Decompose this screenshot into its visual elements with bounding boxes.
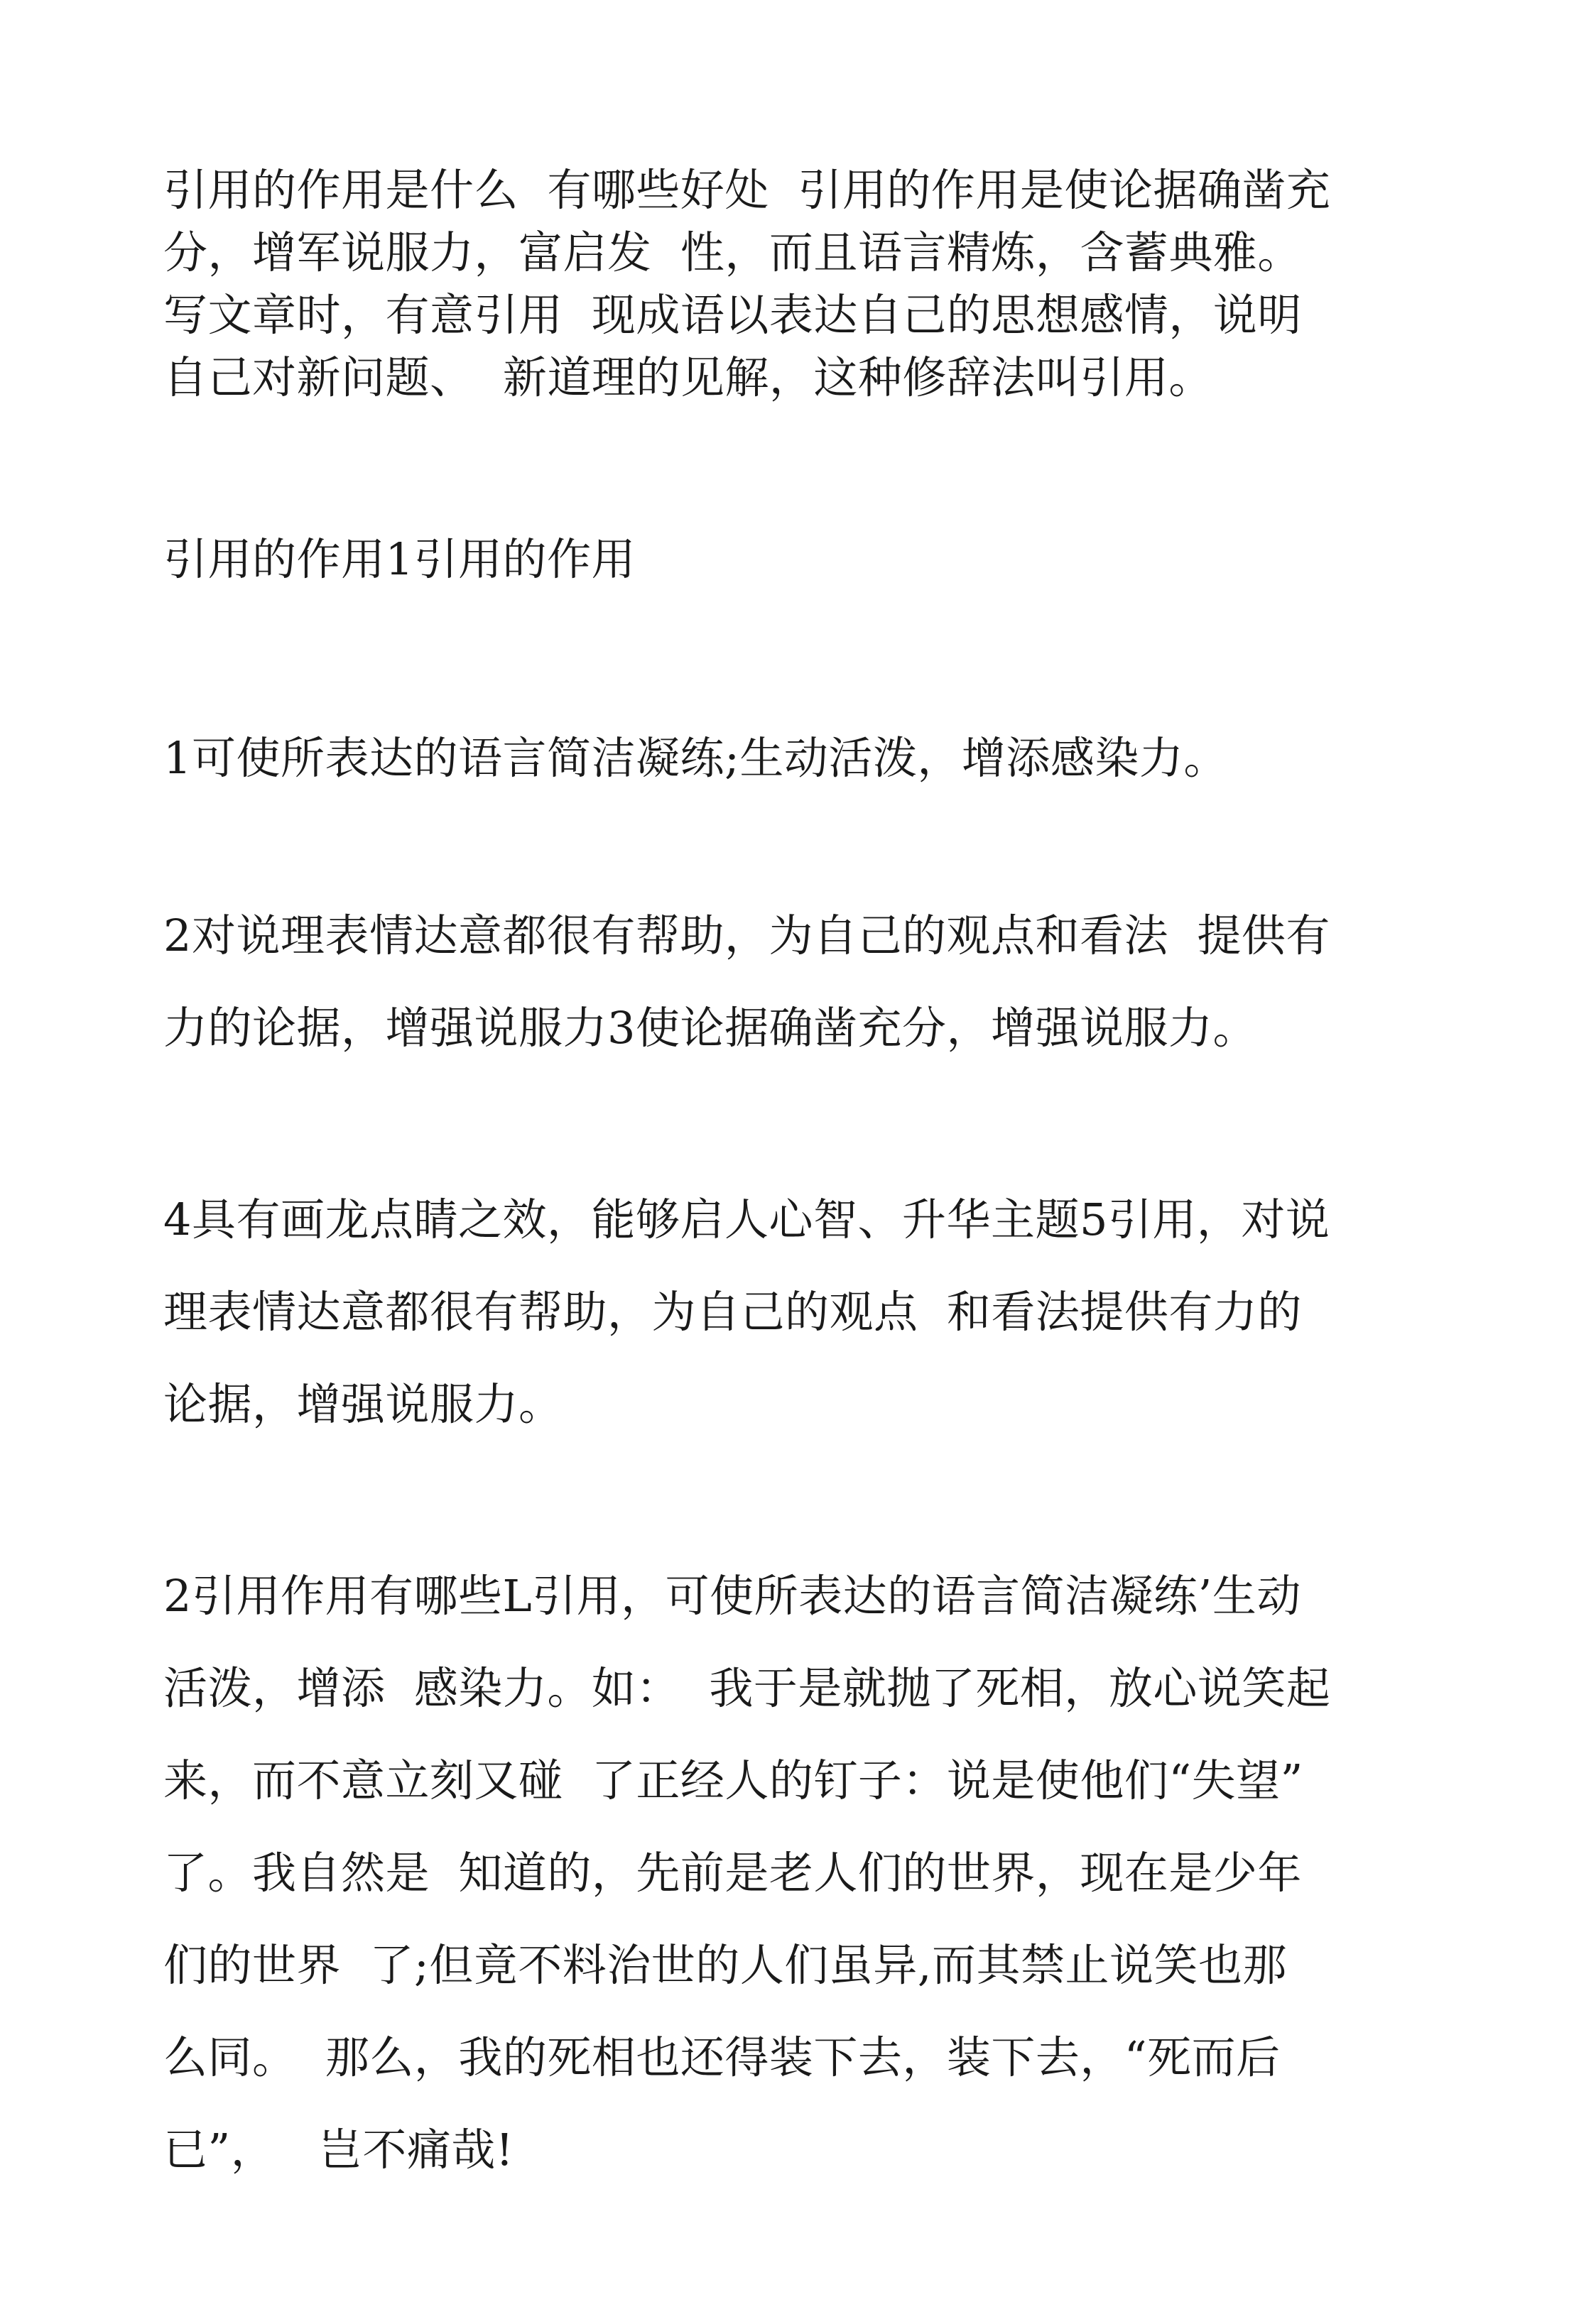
section-heading: 引用的作用1引用的作用: [163, 533, 636, 585]
intro-line-4: 自己对新问题、 新道理的见解，这种修辞法叫引用。: [163, 351, 1213, 403]
intro-line-1: 引用的作用是什么 有哪些好处 引用的作用是使论据确凿充: [163, 164, 1331, 216]
intro-line-3: 写文章时，有意引用 现成语以表达自己的思想感情，说明: [163, 289, 1302, 341]
section-2-line-5: 们的世界 了;但竟不料治世的人们虽异,而其禁止说笑也那: [163, 1939, 1288, 1991]
section-2-line-1: 2引用作用有哪些L引用，可使所表达的语言简洁凝练’生动: [163, 1570, 1301, 1622]
point-2-line-1: 2对说理表情达意都很有帮助，为自己的观点和看法 提供有: [163, 910, 1330, 961]
point-1: 1可使所表达的语言简洁凝练;生动活泼，增添感染力。: [163, 732, 1228, 784]
section-2-line-2: 活泼，增添 感染力。如： 我于是就抛了死相，放心说笑起: [163, 1662, 1331, 1714]
section-2-line-3: 来，而不意立刻又碰 了正经人的钉子：说是使他们“失望”: [163, 1755, 1303, 1806]
point-4-line-1: 4具有画龙点睛之效，能够启人心智、升华主题5引用，对说: [163, 1194, 1330, 1245]
point-4-line-2: 理表情达意都很有帮助，为自己的观点 和看法提供有力的: [163, 1286, 1302, 1338]
section-2-line-7: 已”， 岂不痛哉!: [163, 2124, 514, 2176]
section-2-line-6: 么同。 那么，我的死相也还得装下去，装下去，“死而后: [163, 2031, 1281, 2083]
point-2-line-2: 力的论据，增强说服力3使论据确凿充分，增强说服力。: [163, 1002, 1257, 1054]
section-2-line-4: 了。我自然是 知道的，先前是老人们的世界，现在是少年: [163, 1847, 1302, 1899]
point-4-line-3: 论据，增强说服力。: [163, 1378, 563, 1430]
intro-line-2: 分，增军说服力，富启发 性，而且语言精炼，含蓄典雅。: [163, 227, 1302, 278]
